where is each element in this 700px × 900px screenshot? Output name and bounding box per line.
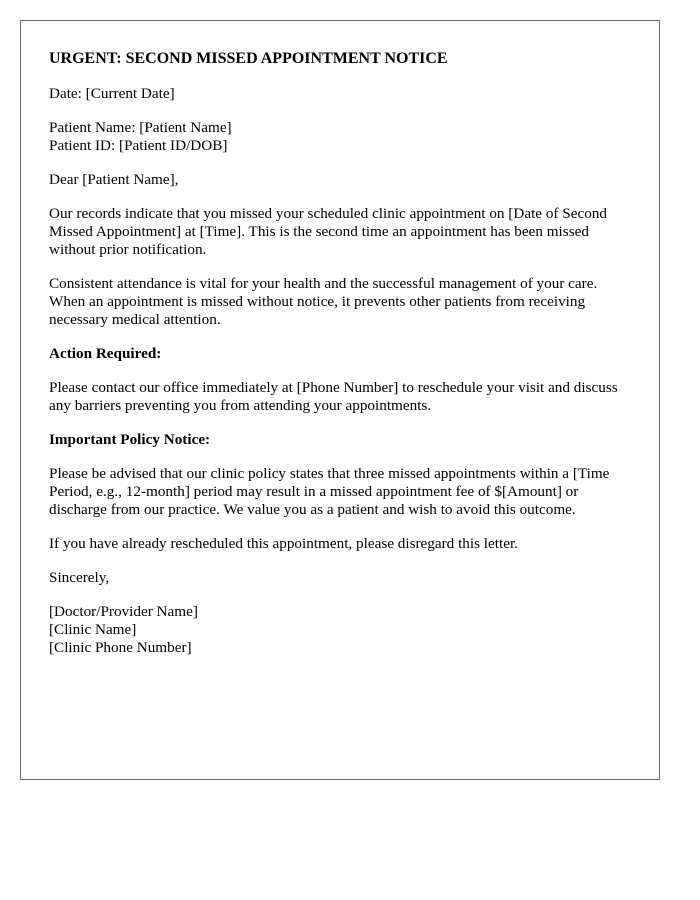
attendance-paragraph: Consistent attendance is vital for your health and the successful management of your care. When an appointment is missed without notice, it prevents other patients from receiving necessary medical attention. — [49, 275, 598, 328]
letter-title: URGENT: SECOND MISSED APPOINTMENT NOTICE — [49, 50, 448, 67]
signature-block — [49, 603, 631, 657]
clinic-phone: [Clinic Phone Number] — [49, 639, 192, 656]
policy-notice-heading: Important Policy Notice: — [49, 431, 211, 448]
patient-id-line: Patient ID: [Patient ID/DOB] — [49, 137, 228, 154]
missed-appointment-paragraph: Our records indicate that you missed your scheduled clinic appointment on [Date of Second Missed Appointment] at [Time]. This is the second time an appointment has been missed without prior notification. — [49, 205, 607, 258]
closing: Sincerely, — [49, 569, 110, 586]
salutation: Dear [Patient Name], — [49, 171, 179, 188]
letter-frame — [20, 20, 660, 780]
patient-info — [49, 119, 631, 155]
disregard-paragraph: If you have already rescheduled this appointment, please disregard this letter. — [49, 535, 518, 552]
clinic-name: [Clinic Name] — [49, 621, 137, 638]
patient-name-line: Patient Name: [Patient Name] — [49, 119, 232, 136]
policy-notice-text: Please be advised that our clinic policy states that three missed appointments within a [Time Period, e.g., 12-month] period may result in a missed appointment fee of $[Amount] or discharge from our practice. We value you as a patient and wish to avoid this outcome. — [49, 465, 610, 518]
provider-name: [Doctor/Provider Name] — [49, 603, 198, 620]
date-line: Date: [Current Date] — [49, 85, 175, 102]
action-required-text: Please contact our office immediately at [Phone Number] to reschedule your visit and discuss any barriers preventing you from attending your appointments. — [49, 379, 618, 414]
action-required-heading: Action Required: — [49, 345, 162, 362]
